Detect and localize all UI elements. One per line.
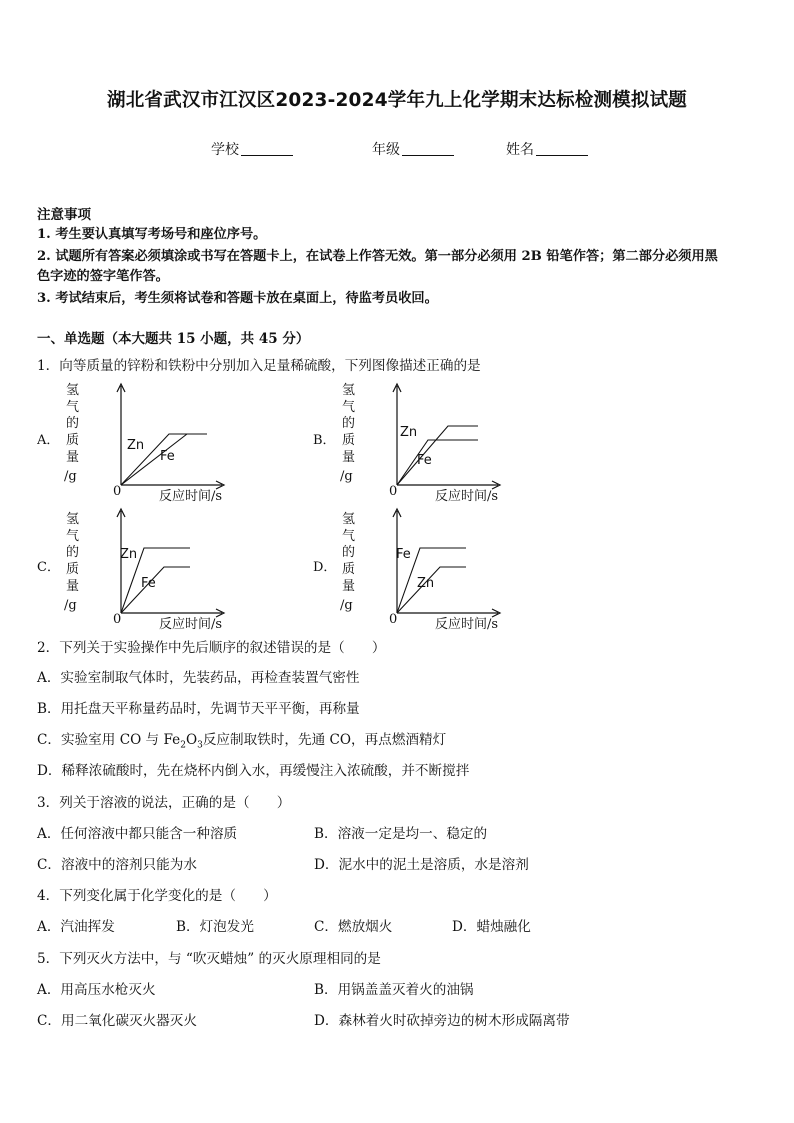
graph-option-label: D．	[313, 560, 337, 575]
curve-label-lower: Fe	[141, 576, 156, 591]
y-axis-label-char: 氢	[342, 512, 356, 527]
x-axis-label: 反应时间/s	[435, 617, 499, 630]
y-axis-label-char: 质	[66, 433, 80, 448]
curve-label-lower: Fe	[417, 453, 432, 468]
y-axis-label-char: 氢	[66, 383, 80, 398]
line-graph	[313, 380, 513, 505]
question-4-option-c[interactable]: C．燃放烟火	[314, 919, 393, 935]
y-axis-label-char: 质	[342, 562, 356, 577]
note-item: 3. 考试结束后，考生须将试卷和答题卡放在桌面上，待监考员收回。	[37, 291, 438, 306]
y-axis-label-char: 量	[342, 579, 356, 594]
x-axis-label: 反应时间/s	[435, 489, 499, 504]
y-axis-label-char: 气	[66, 529, 80, 544]
name-blank[interactable]	[536, 141, 588, 156]
line-graph	[37, 380, 237, 505]
graph-option-label: C．	[37, 560, 60, 575]
y-axis-label-char: /g	[340, 598, 353, 613]
origin-label: 0	[113, 484, 122, 499]
question-3-option-a[interactable]: A．任何溶液中都只能含一种溶质	[37, 826, 238, 842]
x-axis-label: 反应时间/s	[159, 489, 223, 504]
subscript: 3	[197, 740, 203, 751]
y-axis-label-char: /g	[64, 598, 77, 613]
school-blank[interactable]	[241, 141, 293, 156]
name-label: 姓名	[506, 142, 534, 158]
question-2-option-a[interactable]: A．实验室制取气体时，先装药品，再检查装置气密性	[37, 670, 360, 686]
origin-label: 0	[389, 612, 398, 627]
y-axis-label-char: 的	[66, 416, 80, 431]
curve-label-lower: Fe	[160, 449, 175, 464]
note-item: 2. 试题所有答案必须填涂或书写在答题卡上，在试卷上作答无效。第一部分必须用 2B 铅笔作答；第二部分必须用黑	[37, 249, 718, 264]
graph-option-label: B．	[313, 433, 336, 448]
note-item: 1. 考生要认真填写考场号和座位序号。	[37, 227, 267, 242]
y-axis-label-char: 的	[342, 416, 356, 431]
y-axis-label-char: 氢	[66, 512, 80, 527]
question-5-stem: 5．下列灭火方法中，与 “吹灭蜡烛” 的灭火原理相同的是	[37, 951, 381, 967]
note-item: 色字迹的签字笔作答。	[37, 269, 169, 284]
section-heading: 一、单选题（本大题共 15 小题，共 45 分）	[37, 331, 310, 347]
question-5-option-b[interactable]: B．用锅盖盖灭着火的油锅	[314, 982, 474, 998]
y-axis-label-char: 气	[342, 529, 356, 544]
y-axis-label-char: 质	[66, 562, 80, 577]
question-1-graph-option[interactable]	[313, 505, 513, 630]
y-axis-label-char: 气	[66, 400, 80, 415]
y-axis-label-char: /g	[64, 469, 77, 484]
option-c-tail: 反应制取铁时，先通 CO，再点燃酒精灯	[202, 732, 447, 748]
curve-label-lower: Zn	[417, 576, 435, 591]
x-axis-label: 反应时间/s	[159, 617, 223, 630]
y-axis-label-char: /g	[340, 469, 353, 484]
question-1-graph-option[interactable]	[37, 380, 237, 505]
grade-field[interactable]	[372, 139, 454, 159]
question-4-option-d[interactable]: D．蜡烛融化	[452, 919, 531, 935]
y-axis-label-char: 量	[66, 579, 80, 594]
option-c-mid: O	[185, 732, 198, 748]
origin-label: 0	[113, 612, 122, 627]
question-4-option-a[interactable]: A．汽油挥发	[37, 919, 115, 935]
curve-label-upper: Zn	[400, 425, 418, 440]
question-1-graph-option[interactable]	[313, 380, 513, 505]
y-axis-label-char: 质	[342, 433, 356, 448]
school-label: 学校	[211, 142, 239, 158]
question-2-option-d[interactable]: D．稀释浓硫酸时，先在烧杯内倒入水，再缓慢注入浓硫酸，并不断搅拌	[37, 763, 470, 779]
question-2-stem: 2．下列关于实验操作中先后顺序的叙述错误的是（ ）	[37, 640, 386, 656]
grade-label: 年级	[372, 142, 400, 158]
question-5-option-a[interactable]: A．用高压水枪灭火	[37, 982, 156, 998]
y-axis-label-char: 的	[66, 545, 80, 560]
y-axis-label-char: 量	[66, 450, 80, 465]
subscript: 2	[180, 740, 186, 751]
question-3-option-c[interactable]: C．溶液中的溶剂只能为水	[37, 857, 197, 873]
name-field[interactable]	[506, 139, 588, 159]
y-axis-label-char: 的	[342, 545, 356, 560]
question-3-option-d[interactable]: D．泥水中的泥土是溶质，水是溶剂	[314, 857, 529, 873]
line-graph	[313, 505, 513, 630]
notes-heading: 注意事项	[37, 207, 91, 223]
question-2-option-b[interactable]: B．用托盘天平称量药品时，先调节天平平衡，再称量	[37, 701, 360, 717]
axis-arrowheads	[117, 384, 224, 489]
y-axis-label-char: 氢	[342, 383, 356, 398]
question-3-option-b[interactable]: B．溶液一定是均一、稳定的	[314, 826, 488, 842]
school-field[interactable]	[211, 139, 293, 159]
curve-upper	[397, 440, 478, 485]
page-title: 湖北省武汉市江汉区2023-2024学年九上化学期末达标检测模拟试题	[107, 90, 687, 111]
line-graph	[37, 505, 237, 630]
question-1-stem: 1．向等质量的锌粉和铁粉中分别加入足量稀硫酸，下列图像描述正确的是	[37, 358, 481, 374]
curve-label-upper: Fe	[396, 547, 411, 562]
grade-blank[interactable]	[402, 141, 454, 156]
question-3-stem: 3．列关于溶液的说法，正确的是（ ）	[37, 795, 291, 811]
origin-label: 0	[389, 484, 398, 499]
y-axis-label-char: 量	[342, 450, 356, 465]
question-4-stem: 4．下列变化属于化学变化的是（ ）	[37, 888, 277, 904]
question-5-option-c[interactable]: C．用二氧化碳灭火器灭火	[37, 1013, 197, 1029]
option-c-text: C．实验室用 CO 与 Fe	[37, 732, 181, 748]
graph-option-label: A．	[37, 433, 60, 448]
question-5-option-d[interactable]: D．森林着火时砍掉旁边的树木形成隔离带	[314, 1013, 570, 1029]
question-2-option-c[interactable]	[37, 728, 446, 751]
question-1-graph-option[interactable]	[37, 505, 237, 630]
curve-label-upper: Zn	[127, 438, 145, 453]
question-4-option-b[interactable]: B．灯泡发光	[176, 919, 254, 935]
y-axis-label-char: 气	[342, 400, 356, 415]
curve-label-upper: Zn	[120, 547, 138, 562]
